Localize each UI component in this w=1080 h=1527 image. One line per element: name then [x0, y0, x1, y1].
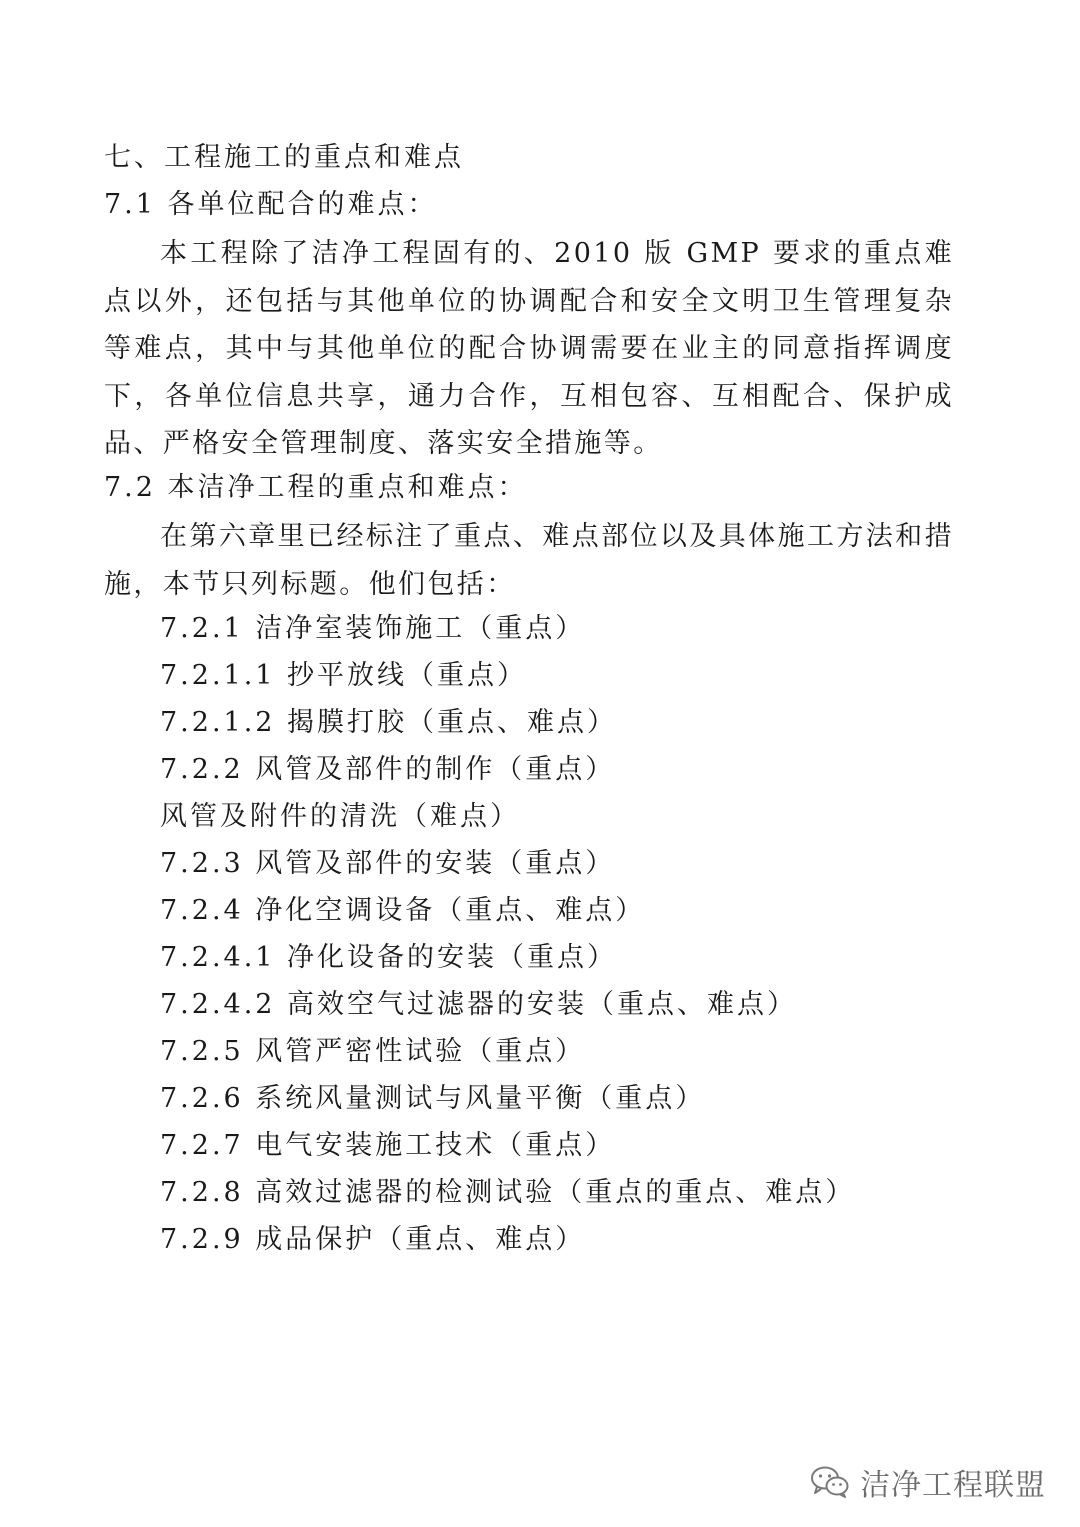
list-item: 风管及附件的清洗（难点）	[160, 801, 520, 832]
list-item: 7.2.7 电气安装施工技术（重点）	[160, 1130, 616, 1161]
subsection-heading-7-1: 7.1 各单位配合的难点：	[104, 189, 438, 220]
paragraph-7-2: 在第六章里已经标注了重点、难点部位以及具体施工方法和措施，本节只列标题。他们包括：	[104, 521, 954, 600]
section-heading: 七、工程施工的重点和难点	[104, 142, 464, 173]
watermark	[810, 1460, 1046, 1504]
list-item: 7.2.8 高效过滤器的检测试验（重点的重点、难点）	[160, 1177, 856, 1208]
list-item: 7.2.2 风管及部件的制作（重点）	[160, 754, 616, 785]
list-item: 7.2.9 成品保护（重点、难点）	[160, 1224, 586, 1255]
subsection-heading-7-2: 7.2 本洁净工程的重点和难点：	[104, 472, 528, 503]
list-item: 7.2.4 净化空调设备（重点、难点）	[160, 895, 646, 926]
list-item: 7.2.4.1 净化设备的安装（重点）	[160, 942, 618, 973]
watermark-text: 洁净工程联盟	[860, 1468, 1046, 1503]
list-item: 7.2.4.2 高效空气过滤器的安装（重点、难点）	[160, 989, 798, 1020]
list-item: 7.2.3 风管及部件的安装（重点）	[160, 848, 616, 879]
list-item: 7.2.1.2 揭膜打胶（重点、难点）	[160, 707, 618, 738]
list-item: 7.2.1 洁净室装饰施工（重点）	[160, 613, 586, 644]
list-item: 7.2.1.1 抄平放线（重点）	[160, 660, 528, 691]
wechat-icon	[810, 1465, 850, 1499]
list-item: 7.2.5 风管严密性试验（重点）	[160, 1036, 586, 1067]
list-item: 7.2.6 系统风量测试与风量平衡（重点）	[160, 1083, 706, 1114]
paragraph-7-1: 本工程除了洁净工程固有的、2010 版 GMP 要求的重点难点以外，还包括与其他单位的协调配合和安全文明卫生管理复杂等难点，其中与其他单位的配合协调需要在业主的同意指挥调度下，各单位信息共享，通力合作，互相包容、互相配合、保护成品、严格安全管理制度、落实安全措施等。	[104, 238, 954, 459]
